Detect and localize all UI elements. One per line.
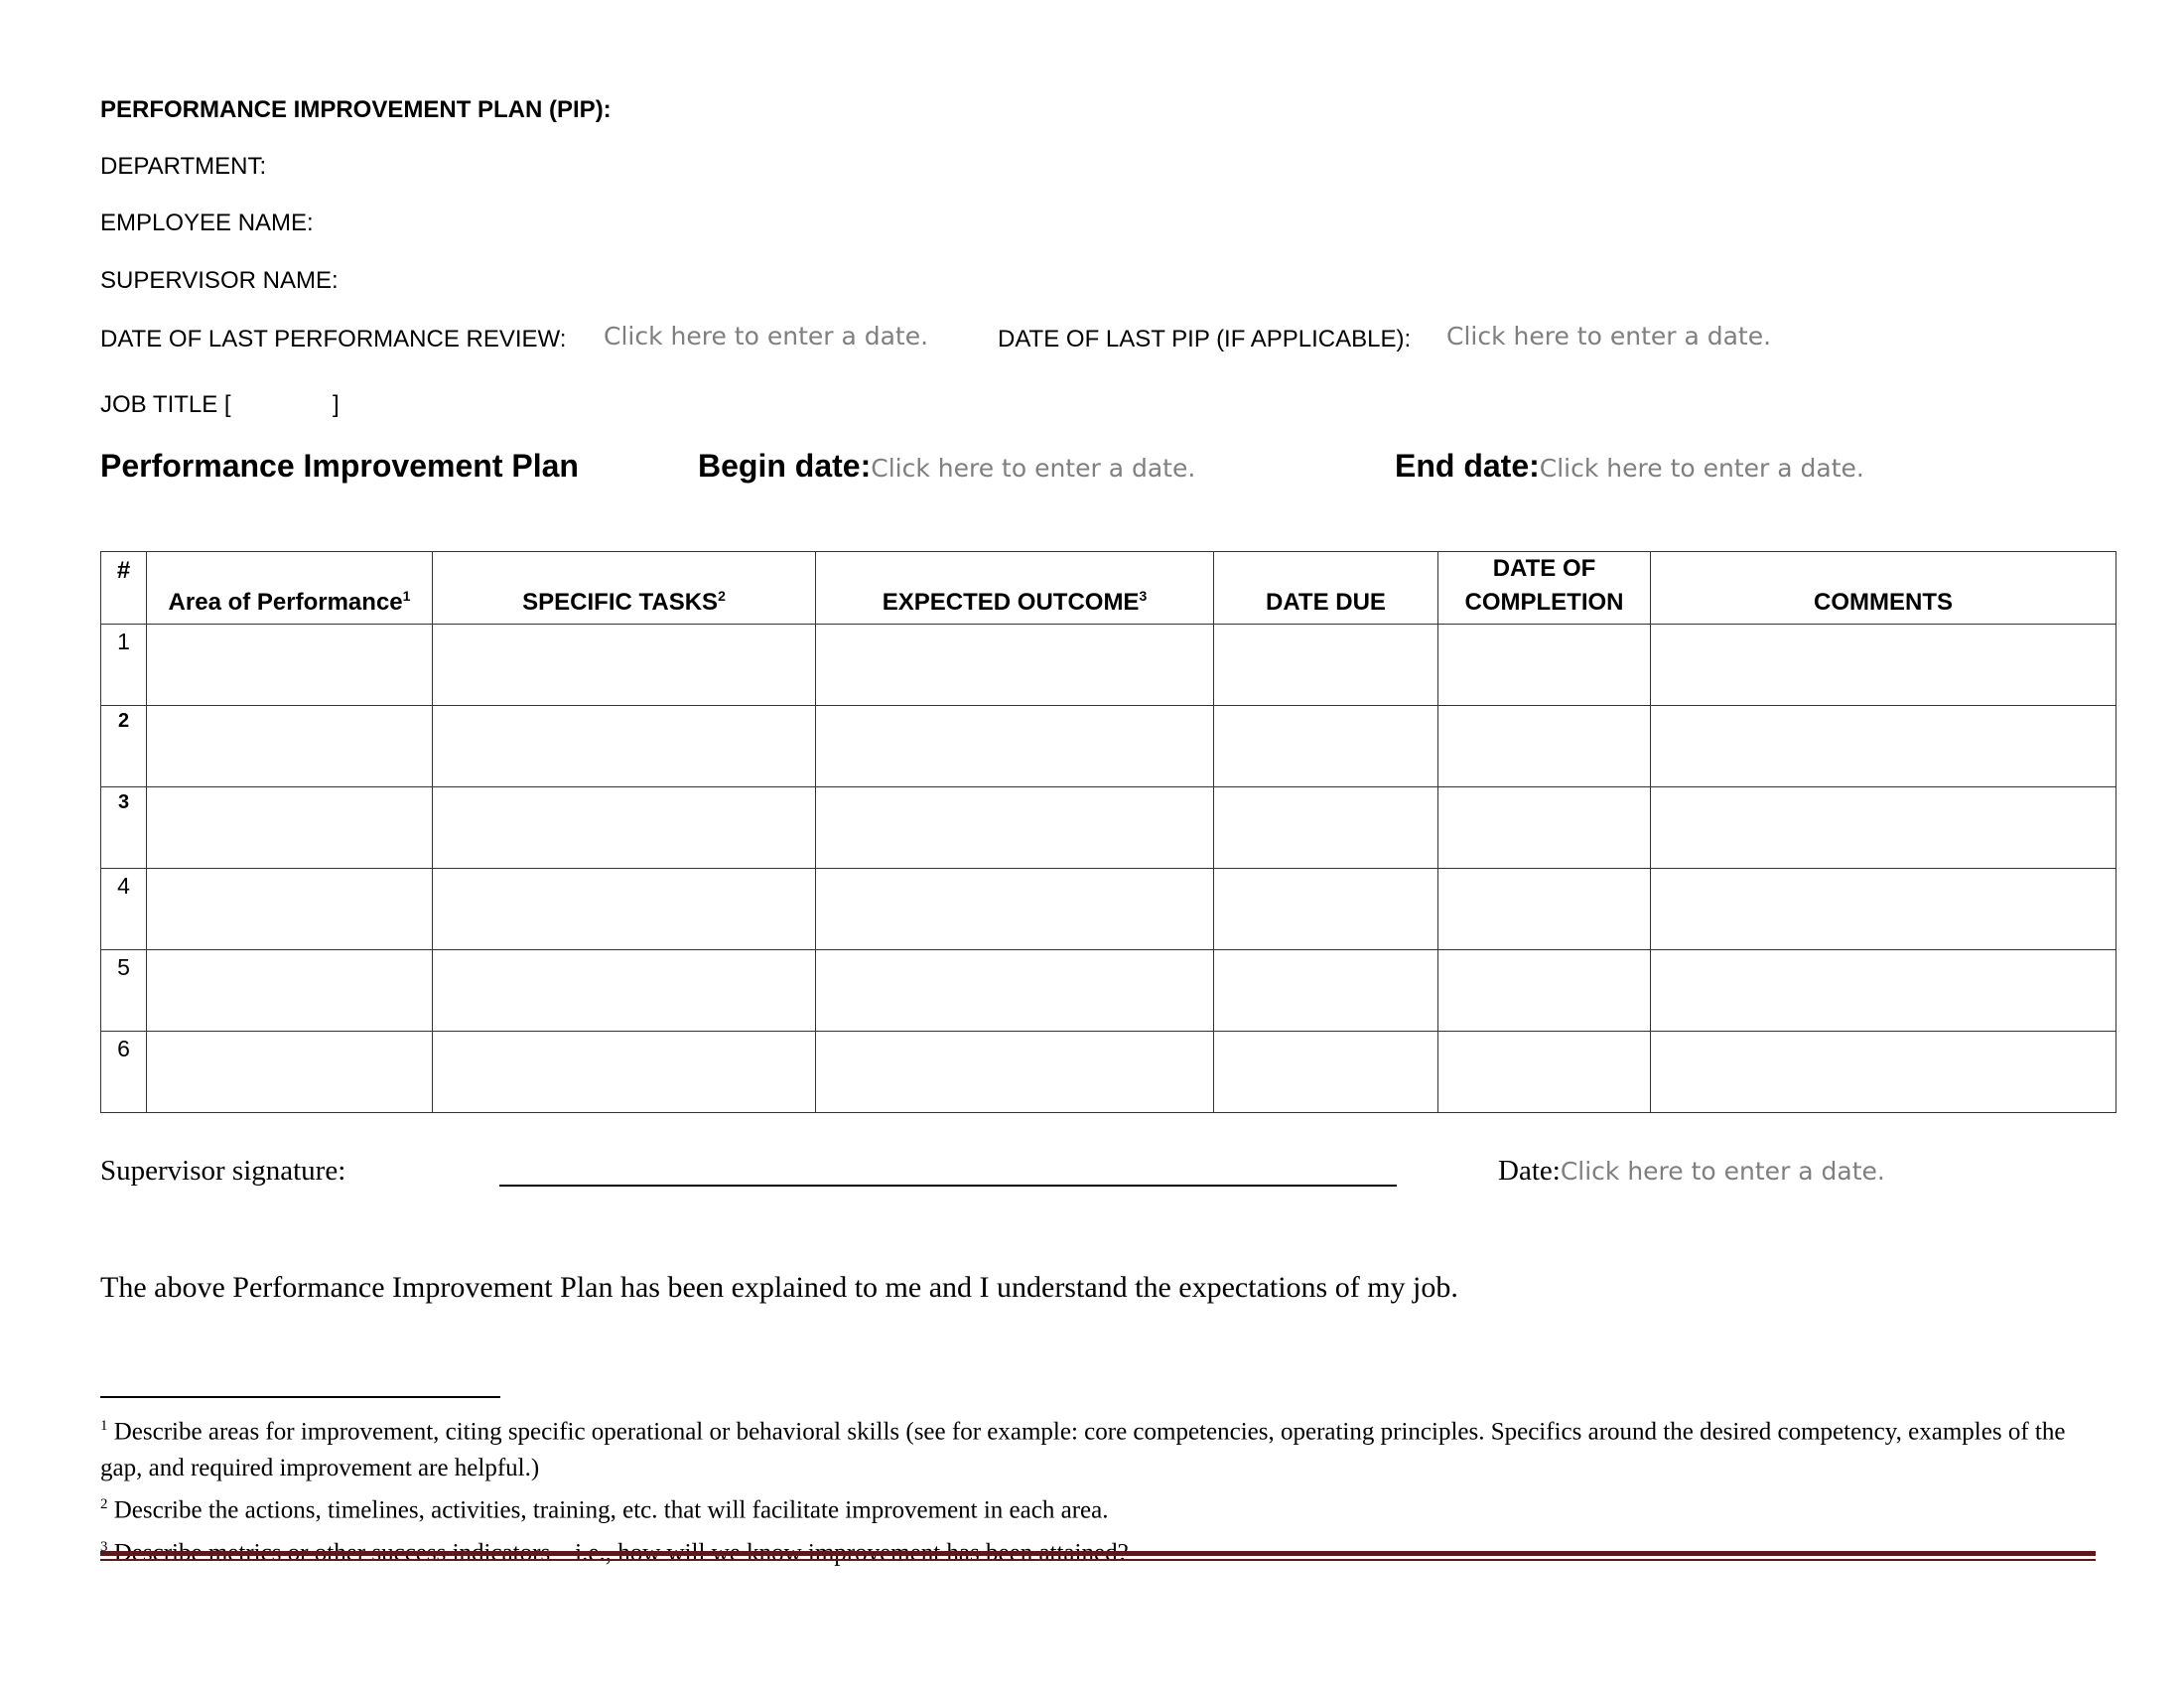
footnote-1 (100, 1408, 2086, 1486)
job-title-label: JOB TITLE [ (100, 391, 231, 418)
row-number: 3 (101, 787, 147, 869)
footnote-2-text: Describe the actions, timelines, activities, training, etc. that will facilitate improvement in each area. (113, 1496, 1109, 1524)
tasks-cell[interactable] (433, 869, 816, 950)
date-due-cell[interactable] (1214, 1032, 1438, 1113)
area-cell[interactable] (147, 787, 433, 869)
footnote-ref-2: 2 (718, 588, 726, 604)
col-header-completion-line1: DATE OF (1492, 555, 1596, 582)
col-header-tasks-label: SPECIFIC TASKS (522, 589, 719, 616)
page-bottom-rule (100, 1551, 2096, 1561)
tasks-cell[interactable] (433, 1032, 816, 1113)
tasks-cell[interactable] (433, 625, 816, 706)
form-title: PERFORMANCE IMPROVEMENT PLAN (PIP): (100, 96, 612, 123)
table-row (101, 706, 2116, 787)
supervisor-signature-line[interactable] (499, 1185, 1397, 1187)
date-due-cell[interactable] (1214, 869, 1438, 950)
comments-cell[interactable] (1651, 1032, 2116, 1113)
col-header-date-due: DATE DUE (1214, 552, 1438, 625)
col-header-outcome (816, 552, 1214, 625)
footnote-1-number: 1 (100, 1418, 108, 1434)
row-number: 4 (101, 869, 147, 950)
end-date-field[interactable]: Click here to enter a date. (1539, 454, 1864, 483)
outcome-cell[interactable] (816, 706, 1214, 787)
col-header-completion-line2: COMPLETION (1464, 589, 1624, 616)
completion-cell[interactable] (1438, 787, 1651, 869)
footnote-ref-3: 3 (1139, 588, 1148, 604)
col-header-comments: COMMENTS (1651, 552, 2116, 625)
outcome-cell[interactable] (816, 869, 1214, 950)
outcome-cell[interactable] (816, 950, 1214, 1032)
table-header-row (101, 552, 2116, 625)
table-row (101, 950, 2116, 1032)
completion-cell[interactable] (1438, 950, 1651, 1032)
footnote-3-number: 3 (100, 1539, 108, 1556)
table-row (101, 869, 2116, 950)
table-row (101, 625, 2116, 706)
col-header-area-label: Area of Performance (168, 589, 403, 616)
footnote-ref-1: 1 (402, 588, 411, 604)
employee-name-label: EMPLOYEE NAME: (100, 210, 314, 236)
row-number: 6 (101, 1032, 147, 1113)
area-cell[interactable] (147, 950, 433, 1032)
footnote-2-number: 2 (100, 1496, 108, 1513)
completion-cell[interactable] (1438, 869, 1651, 950)
col-header-number: # (101, 552, 147, 625)
area-cell[interactable] (147, 625, 433, 706)
date-due-cell[interactable] (1214, 787, 1438, 869)
last-review-date-field[interactable]: Click here to enter a date. (604, 322, 929, 351)
supervisor-signature-label: Supervisor signature: (100, 1155, 346, 1187)
pip-table (100, 551, 2116, 1113)
outcome-cell[interactable] (816, 625, 1214, 706)
table-row (101, 1032, 2116, 1113)
footnotes (100, 1408, 2086, 1572)
row-number: 1 (101, 625, 147, 706)
supervisor-name-label: SUPERVISOR NAME: (100, 267, 339, 294)
comments-cell[interactable] (1651, 787, 2116, 869)
date-due-cell[interactable] (1214, 625, 1438, 706)
col-header-completion (1438, 552, 1651, 625)
outcome-cell[interactable] (816, 1032, 1214, 1113)
end-date-label: End date: (1395, 448, 1540, 484)
row-number: 5 (101, 950, 147, 1032)
signature-date-label: Date: (1498, 1155, 1561, 1187)
footnote-separator (100, 1396, 500, 1398)
last-pip-label: DATE OF LAST PIP (IF APPLICABLE): (998, 326, 1412, 352)
end-date-group (1395, 448, 1864, 485)
acknowledgement-statement: The above Performance Improvement Plan has been explained to me and I understand the expectations of my job. (100, 1271, 1458, 1304)
last-pip-date-field[interactable]: Click here to enter a date. (1446, 322, 1772, 351)
outcome-cell[interactable] (816, 787, 1214, 869)
last-review-label: DATE OF LAST PERFORMANCE REVIEW: (100, 326, 567, 352)
area-cell[interactable] (147, 706, 433, 787)
comments-cell[interactable] (1651, 869, 2116, 950)
footnote-1-text: Describe areas for improvement, citing specific operational or behavioral skills (see for example: core competencies, operating principles. Specifics around the desired competency, examples of the gap, and required improvement are helpful.) (100, 1418, 2066, 1481)
job-title-field[interactable] (236, 391, 336, 419)
department-label: DEPARTMENT: (100, 153, 267, 180)
comments-cell[interactable] (1651, 950, 2116, 1032)
job-title-bracket: ] (333, 391, 340, 418)
begin-date-group (698, 448, 1195, 485)
area-cell[interactable] (147, 1032, 433, 1113)
area-cell[interactable] (147, 869, 433, 950)
tasks-cell[interactable] (433, 706, 816, 787)
row-number: 2 (101, 706, 147, 787)
completion-cell[interactable] (1438, 706, 1651, 787)
col-header-area (147, 552, 433, 625)
col-header-tasks (433, 552, 816, 625)
signature-date-group (1498, 1155, 1885, 1188)
comments-cell[interactable] (1651, 625, 2116, 706)
begin-date-field[interactable]: Click here to enter a date. (871, 454, 1196, 483)
comments-cell[interactable] (1651, 706, 2116, 787)
footnote-2 (100, 1486, 2086, 1529)
footnote-3-text: Describe metrics or other success indicators—i.e., how will we know improvement has been attained? (113, 1539, 1129, 1567)
date-due-cell[interactable] (1214, 706, 1438, 787)
table-row (101, 787, 2116, 869)
plan-title: Performance Improvement Plan (100, 448, 579, 484)
tasks-cell[interactable] (433, 787, 816, 869)
tasks-cell[interactable] (433, 950, 816, 1032)
col-header-outcome-label: EXPECTED OUTCOME (882, 589, 1140, 616)
completion-cell[interactable] (1438, 1032, 1651, 1113)
signature-date-field[interactable]: Click here to enter a date. (1560, 1157, 1885, 1186)
date-due-cell[interactable] (1214, 950, 1438, 1032)
completion-cell[interactable] (1438, 625, 1651, 706)
begin-date-label: Begin date: (698, 448, 872, 484)
